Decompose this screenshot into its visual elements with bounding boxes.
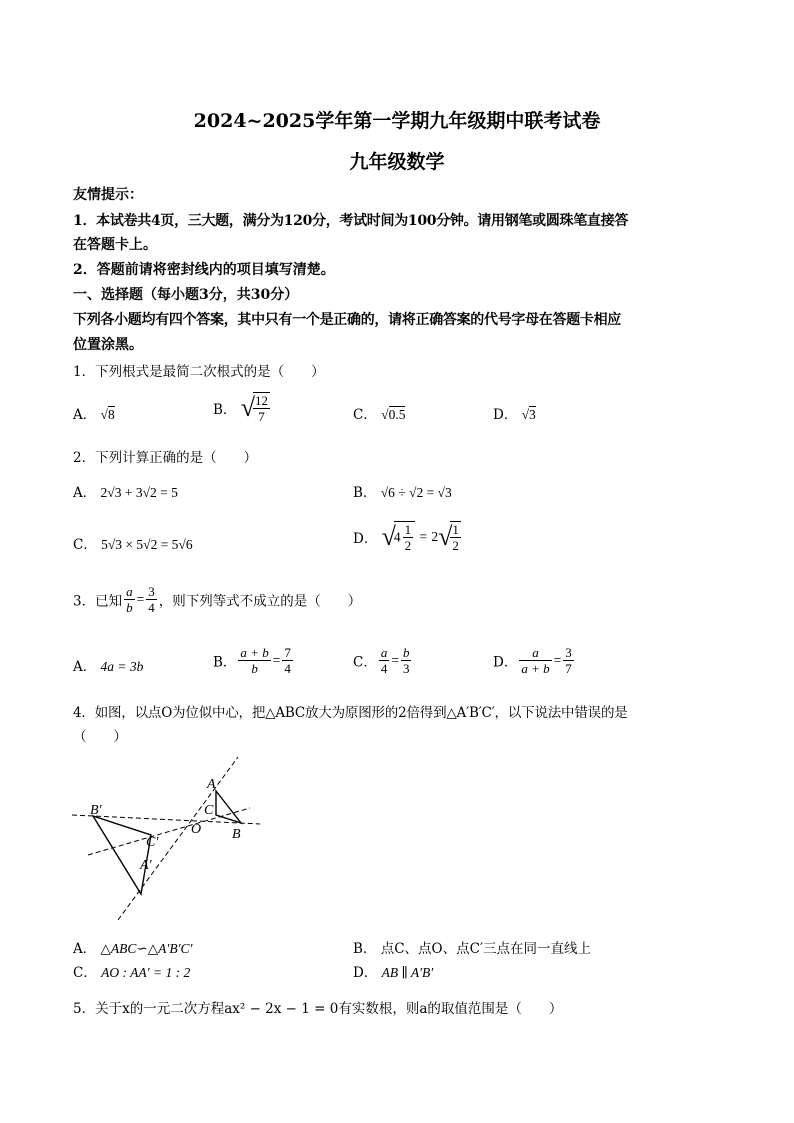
q2-d-lhs-int: 4: [393, 529, 401, 545]
label-o: O: [191, 822, 202, 837]
tips-item1-line2: 在答题卡上。: [73, 237, 157, 253]
q3-option-c: C． $\frac{a}{4}$ = $\frac{b}{3}$: [353, 645, 410, 676]
q1-option-d: D． √3: [493, 407, 536, 423]
tips-item1-line1: 1．本试卷共4页，三大题，满分为120分，考试时间为100分钟。请用钢笔或圆珠笔直接答: [73, 213, 629, 229]
ray-aa-line: [118, 757, 238, 920]
q3-option-d: D． $\frac{a}{a + b}$ = $\frac{3}{7}$: [493, 645, 572, 676]
q4-option-a: [73, 937, 192, 957]
q3-stem-num: a: [126, 584, 133, 599]
q3-b-label: B．: [213, 654, 237, 671]
q3-d-rden: 7: [565, 661, 572, 676]
q5-stem: 5．关于x的一元二次方程ax² − 2x − 1 = 0有实数根，则a的取值范围是（ ）: [73, 1001, 563, 1017]
q3-b-den: b: [251, 661, 258, 676]
q4-stem-line1: 4．如图，以点O为位似中心，把△ABC放大为原图形的2倍得到△A′B′C′，以下说法中错误的是: [73, 705, 628, 721]
section1-instr-line1: 下列各小题均有四个答案，其中只有一个是正确的，请将正确答案的代号字母在答题卡相应: [73, 312, 621, 328]
q2-d-lhs-den: 2: [404, 538, 412, 553]
q3-d-rnum: 3: [565, 645, 572, 660]
q1-option-a: A． √8: [73, 407, 115, 423]
q3-c-num: a: [380, 645, 388, 660]
q2-c-expr: 5√3 × 5√2 = 5√6: [101, 537, 193, 552]
tips-item2: 2．答题前请将密封线内的项目填写清楚。: [73, 262, 335, 278]
exam-title: 2024~2025学年第一学期九年级期中联考试卷: [193, 110, 601, 132]
q3-d-label: D．: [493, 654, 518, 671]
label-a: A: [207, 777, 216, 792]
triangle-abc: [216, 791, 241, 823]
tips-heading: 友情提示：: [73, 187, 143, 203]
q4-c-expr: AO : AA′ = 1 : 2: [101, 965, 191, 980]
section1-instr-line2: 位置涂黑。: [73, 337, 143, 353]
label-b: B: [232, 827, 241, 842]
q2-a-expr: 2√3 + 3√2 = 5: [100, 485, 178, 500]
q3-stem-rhs-den: 4: [148, 600, 155, 615]
exam-subtitle: 九年级数学: [349, 151, 445, 173]
q1-d-radicand: 3: [529, 407, 536, 422]
q4-b-label: B．: [353, 941, 377, 957]
q1-option-b: B． √ $\frac{12}{7}$: [213, 393, 268, 424]
label-c-prime: C′: [146, 835, 159, 850]
q2-a-label: A．: [73, 485, 97, 501]
q4-d-label: D．: [353, 965, 378, 981]
q1-d-label: D．: [493, 407, 518, 423]
q2-b-expr: √6 ÷ √2 = √3: [380, 485, 452, 500]
q2-option-a: [73, 481, 178, 501]
q3-stem-rhs-num: 3: [148, 584, 155, 599]
q1-a-label: A．: [73, 407, 97, 423]
q3-d-den: a + b: [521, 661, 550, 676]
q3-stem: 3．已知 $\frac{a}{b}$ = $\frac{3}{4}$ ，则下列等式不成立的是（ ）: [73, 584, 362, 615]
q3-b-rden: 4: [284, 661, 291, 676]
q4-c-label: C．: [73, 965, 97, 981]
q3-option-a: [73, 655, 143, 675]
q3-stem-pre: 3．已知: [73, 593, 123, 610]
q1-c-label: C．: [353, 407, 377, 423]
label-a-prime-visible: A′: [140, 858, 152, 873]
q4-a-expr: △ABC∽△A′B′C′: [100, 941, 193, 956]
q1-stem: 1．下列根式是最简二次根式的是（ ）: [73, 364, 325, 380]
q3-stem-post: ，则下列等式不成立的是（ ）: [158, 593, 362, 610]
q3-b-rnum: 7: [284, 645, 291, 660]
q3-c-den: 4: [380, 661, 388, 676]
q3-c-label: C．: [353, 654, 377, 671]
q3-option-b: B． $\frac{a + b}{b}$ = $\frac{7}{4}$: [213, 645, 291, 676]
label-c: C: [204, 803, 214, 818]
q2-c-label: C．: [73, 537, 97, 553]
q4-option-d: [353, 961, 433, 981]
q2-d-rhs-coef: 2: [431, 529, 439, 544]
q3-a-expr: 4a = 3b: [100, 659, 144, 674]
q4-figure: [70, 752, 270, 927]
q3-b-num: a + b: [240, 645, 269, 660]
q4-d-expr: AB ∥ A′B′: [381, 965, 434, 980]
q2-b-label: B．: [353, 485, 377, 501]
q2-stem: 2．下列计算正确的是（ ）: [73, 450, 258, 466]
q3-stem-den: b: [126, 600, 133, 615]
q2-d-rhs-den: 2: [452, 538, 459, 553]
q4-option-b: [353, 937, 591, 957]
q3-c-rnum: b: [402, 645, 410, 660]
label-b-prime: B′: [90, 803, 102, 818]
q1-a-radicand: 8: [107, 407, 115, 422]
q4-option-c: [73, 961, 190, 981]
q1-b-label: B．: [213, 402, 237, 418]
q2-d-lhs-num: 1: [404, 522, 412, 537]
q2-d-rhs-num: 1: [452, 522, 459, 537]
q1-option-c: C． √0.5: [353, 407, 406, 423]
q4-stem-line2: （ ）: [73, 729, 127, 745]
q2-option-b: [353, 481, 452, 501]
q1-c-radicand: 0.5: [388, 407, 406, 422]
q3-a-label: A．: [73, 659, 97, 675]
q3-c-rden: 3: [402, 661, 410, 676]
q4-a-label: A．: [73, 941, 97, 957]
q1-b-den: 7: [258, 409, 265, 424]
section1-heading: 一、选择题（每小题3分，共30分）: [73, 287, 299, 303]
q2-option-d: D． √4 $\frac{1}{2}$ = 2√ $\frac{1}{2}$: [353, 522, 459, 553]
q3-d-num: a: [519, 645, 551, 661]
q4-b-expr: 点C、点O、点C′三点在同一直线上: [380, 941, 592, 957]
q2-d-label: D．: [353, 531, 378, 547]
q1-b-num: 12: [255, 393, 268, 408]
q2-option-c: [73, 533, 193, 553]
triangle-abc-prime: [93, 816, 151, 894]
